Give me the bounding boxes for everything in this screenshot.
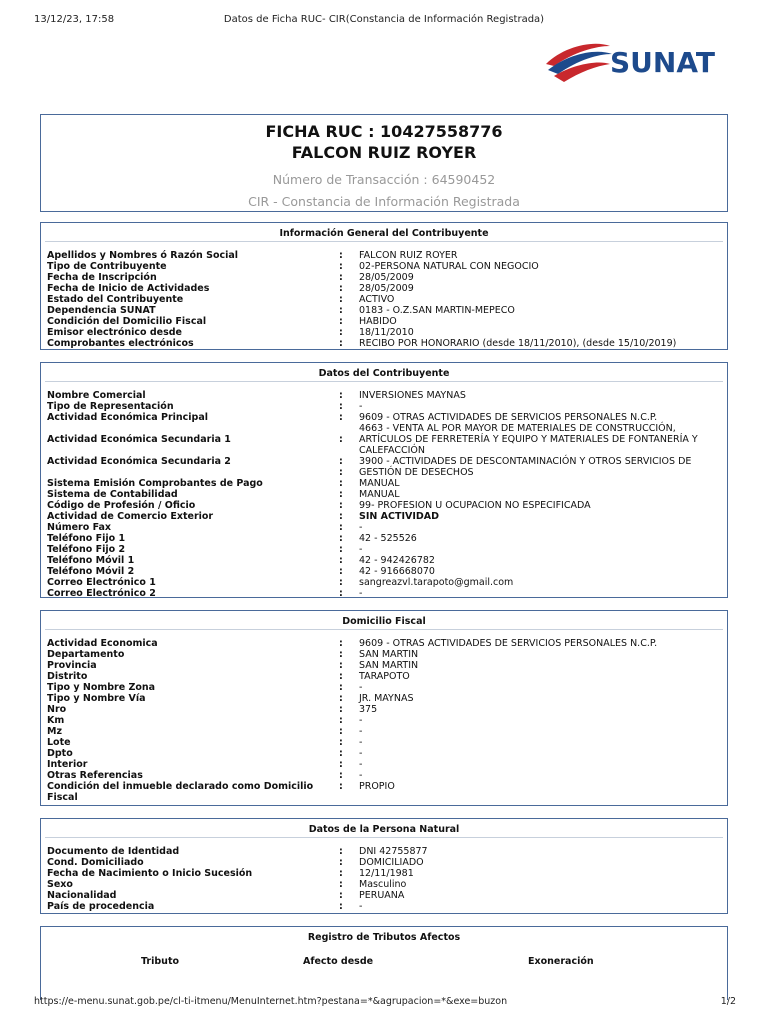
section-title: Información General del Contribuyente — [45, 228, 723, 242]
info-row — [47, 412, 721, 423]
field-separator — [339, 423, 359, 434]
transaction-number: Número de Transacción : 64590452 — [272, 172, 496, 187]
field-value: TARAPOTO — [359, 671, 410, 682]
info-row — [47, 770, 721, 781]
info-row — [47, 682, 721, 693]
field-value: MANUAL — [359, 489, 400, 500]
field-value: - — [359, 726, 363, 737]
info-row — [47, 555, 721, 566]
field-label: Actividad Económica Principal — [47, 412, 209, 423]
field-separator: : — [339, 660, 343, 671]
field-value: - — [359, 759, 363, 770]
field-value: SAN MARTIN — [359, 660, 419, 671]
field-label: Mz — [47, 726, 62, 737]
field-label: Tipo y Nombre Zona — [47, 682, 156, 693]
field-separator: : — [339, 715, 343, 726]
field-value: - — [359, 522, 363, 533]
field-value: - — [359, 401, 363, 412]
field-separator: : — [339, 489, 343, 500]
field-label: Teléfono Móvil 1 — [47, 555, 135, 566]
field-separator: : — [339, 781, 343, 792]
field-label — [47, 467, 339, 478]
field-label: Actividad Económica Secundaria 1 — [47, 434, 231, 445]
field-separator: : — [339, 682, 343, 693]
field-value: GESTIÓN DE DESECHOS — [359, 467, 474, 478]
field-value: - — [359, 770, 363, 781]
field-value: - — [359, 682, 363, 693]
info-row — [47, 467, 721, 478]
info-row — [47, 901, 721, 912]
info-row — [47, 737, 721, 748]
rows-domicilio — [41, 630, 727, 803]
ficha-ruc-title: FICHA RUC : 10427558776 — [265, 122, 503, 141]
info-row — [47, 327, 721, 338]
field-value: INVERSIONES MAYNAS — [359, 390, 466, 401]
info-row — [47, 511, 721, 522]
column-header-exoneracion: Exoneración — [528, 956, 594, 967]
field-value: - — [359, 901, 363, 912]
field-label: Otras Referencias — [47, 770, 143, 781]
field-label: Apellidos y Nombres ó Razón Social — [47, 250, 239, 261]
field-label: Nro — [47, 704, 67, 715]
field-value: - — [359, 715, 363, 726]
info-row — [47, 522, 721, 533]
section-title: Datos de la Persona Natural — [45, 824, 723, 838]
info-row — [47, 294, 721, 305]
rows-general — [41, 242, 727, 349]
info-row — [47, 638, 721, 649]
field-value: 42 - 916668070 — [359, 566, 435, 577]
section-tributos-afectos — [40, 926, 728, 1000]
field-value: - — [359, 748, 363, 759]
field-separator: : — [339, 305, 343, 316]
field-separator: : — [339, 638, 343, 649]
field-separator: : — [339, 555, 343, 566]
field-value: 99- PROFESION U OCUPACION NO ESPECIFICADA — [359, 500, 591, 511]
info-row — [47, 704, 721, 715]
info-row — [47, 478, 721, 489]
field-label: Sistema Emisión Comprobantes de Pago — [47, 478, 263, 489]
sunat-logo — [544, 36, 724, 86]
field-separator: : — [339, 649, 343, 660]
print-datetime: 13/12/23, 17:58 — [34, 14, 115, 25]
field-separator: : — [339, 456, 343, 467]
section-domicilio-fiscal — [40, 610, 728, 806]
field-separator: : — [339, 770, 343, 781]
section-persona-natural — [40, 818, 728, 914]
field-value: 4663 - VENTA AL POR MAYOR DE MATERIALES DE CONSTRUCCIÓN, — [359, 423, 676, 434]
field-value: 28/05/2009 — [359, 272, 414, 283]
info-row — [47, 401, 721, 412]
field-value: 9609 - OTRAS ACTIVIDADES DE SERVICIOS PERSONALES N.C.P. — [359, 412, 658, 423]
field-label: País de procedencia — [47, 901, 155, 912]
info-row — [47, 566, 721, 577]
field-label: Documento de Identidad — [47, 846, 180, 857]
info-row — [47, 250, 721, 261]
field-label: Provincia — [47, 660, 97, 671]
field-value: 12/11/1981 — [359, 868, 414, 879]
info-row — [47, 890, 721, 901]
ficha-header-box — [40, 114, 728, 212]
field-label: Fecha de Inscripción — [47, 272, 157, 283]
column-header-tributo: Tributo — [141, 956, 180, 967]
field-value: PERUANA — [359, 890, 405, 901]
field-value: 3900 - ACTIVIDADES DE DESCONTAMINACIÓN Y OTROS SERVICIOS DE — [359, 456, 692, 467]
field-value: JR. MAYNAS — [359, 693, 414, 704]
field-label: Correo Electrónico 1 — [47, 577, 156, 588]
field-separator: : — [339, 511, 343, 522]
section-title: Datos del Contribuyente — [45, 368, 723, 382]
field-value: - — [359, 544, 363, 555]
field-separator: : — [339, 857, 343, 868]
section-datos-contribuyente — [40, 362, 728, 598]
info-row — [47, 445, 721, 456]
field-separator: : — [339, 327, 343, 338]
logo-text: SUNAT — [610, 46, 715, 79]
print-url: https://e-menu.sunat.gob.pe/cl-ti-itmenu/MenuInternet.htm?pestana=*&agrupacion=*&exe=buzon — [34, 996, 508, 1007]
field-label: Teléfono Móvil 2 — [47, 566, 135, 577]
field-value: 0183 - O.Z.SAN MARTIN-MEPECO — [359, 305, 515, 316]
field-label: Tipo y Nombre Vía — [47, 693, 146, 704]
field-separator: : — [339, 588, 343, 599]
info-row — [47, 671, 721, 682]
field-separator: : — [339, 544, 343, 555]
info-row — [47, 792, 721, 803]
info-row — [47, 715, 721, 726]
info-row — [47, 748, 721, 759]
field-value — [359, 792, 721, 803]
field-label: Cond. Domiciliado — [47, 857, 144, 868]
field-label: Dpto — [47, 748, 73, 759]
info-row — [47, 693, 721, 704]
field-separator: : — [339, 261, 343, 272]
field-separator: : — [339, 748, 343, 759]
field-separator: : — [339, 671, 343, 682]
info-row — [47, 434, 721, 445]
field-value: FALCON RUIZ ROYER — [359, 250, 458, 261]
info-row — [47, 781, 721, 792]
field-value: sangreazvl.tarapoto@gmail.com — [359, 577, 514, 588]
info-row — [47, 759, 721, 770]
field-separator: : — [339, 726, 343, 737]
info-row — [47, 660, 721, 671]
field-value: MANUAL — [359, 478, 400, 489]
field-separator: : — [339, 868, 343, 879]
field-label: Teléfono Fijo 2 — [47, 544, 126, 555]
field-value: ACTIVO — [359, 294, 395, 305]
field-separator: : — [339, 250, 343, 261]
info-row — [47, 868, 721, 879]
field-separator: : — [339, 577, 343, 588]
field-label — [47, 423, 339, 434]
cir-subtitle: CIR - Constancia de Información Registrada — [248, 194, 520, 209]
info-row — [47, 577, 721, 588]
field-separator: : — [339, 901, 343, 912]
field-value: Masculino — [359, 879, 407, 890]
info-row — [47, 283, 721, 294]
field-label — [47, 445, 339, 456]
field-separator: : — [339, 467, 343, 478]
info-row — [47, 305, 721, 316]
rows-persona — [41, 838, 727, 912]
section-title: Domicilio Fiscal — [45, 616, 723, 630]
field-label: Fiscal — [47, 792, 78, 803]
info-row — [47, 261, 721, 272]
field-value: RECIBO POR HONORARIO (desde 18/11/2010), (desde 15/10/2019) — [359, 338, 677, 349]
field-separator: : — [339, 890, 343, 901]
field-separator: : — [339, 478, 343, 489]
field-separator: : — [339, 566, 343, 577]
field-label: Interior — [47, 759, 88, 770]
field-label: Actividad Económica Secundaria 2 — [47, 456, 231, 467]
field-value: 9609 - OTRAS ACTIVIDADES DE SERVICIOS PERSONALES N.C.P. — [359, 638, 658, 649]
field-separator: : — [339, 533, 343, 544]
field-label: Emisor electrónico desde — [47, 327, 182, 338]
field-label: Código de Profesión / Oficio — [47, 500, 196, 511]
field-value: DNI 42755877 — [359, 846, 428, 857]
field-label: Nacionalidad — [47, 890, 117, 901]
info-row — [47, 533, 721, 544]
info-row — [47, 726, 721, 737]
field-label: Distrito — [47, 671, 88, 682]
field-separator: : — [339, 390, 343, 401]
field-value: SAN MARTIN — [359, 649, 419, 660]
field-label: Actividad de Comercio Exterior — [47, 511, 214, 522]
info-row — [47, 588, 721, 599]
field-value: 02-PERSONA NATURAL CON NEGOCIO — [359, 261, 539, 272]
contribuyente-name: FALCON RUIZ ROYER — [291, 143, 477, 162]
info-row — [47, 846, 721, 857]
field-separator: : — [339, 338, 343, 349]
field-label: Fecha de Inicio de Actividades — [47, 283, 210, 294]
field-separator: : — [339, 316, 343, 327]
field-separator — [339, 445, 359, 456]
field-label: Correo Electrónico 2 — [47, 588, 156, 599]
print-header — [0, 14, 768, 30]
field-separator: : — [339, 704, 343, 715]
rows-datos — [41, 382, 727, 599]
info-row — [47, 500, 721, 511]
info-row — [47, 489, 721, 500]
info-row — [47, 423, 721, 434]
field-value: SIN ACTIVIDAD — [359, 511, 439, 522]
field-label: Nombre Comercial — [47, 390, 146, 401]
field-label: Sexo — [47, 879, 73, 890]
field-label: Tipo de Representación — [47, 401, 174, 412]
field-value: DOMICILIADO — [359, 857, 424, 868]
field-label: Sistema de Contabilidad — [47, 489, 178, 500]
field-label: Dependencia SUNAT — [47, 305, 156, 316]
section-informacion-general — [40, 222, 728, 350]
field-value: PROPIO — [359, 781, 395, 792]
field-label: Fecha de Nacimiento o Inicio Sucesión — [47, 868, 253, 879]
field-separator: : — [339, 294, 343, 305]
field-separator: : — [339, 401, 343, 412]
field-label: Km — [47, 715, 65, 726]
info-row — [47, 544, 721, 555]
section-title: Registro de Tributos Afectos — [307, 932, 461, 943]
field-value: 375 — [359, 704, 378, 715]
field-value: CALEFACCIÓN — [359, 445, 426, 456]
field-label: Condición del inmueble declarado como Domicilio — [47, 781, 314, 792]
field-separator: : — [339, 693, 343, 704]
field-separator: : — [339, 283, 343, 294]
field-value: - — [359, 588, 363, 599]
field-label: Número Fax — [47, 522, 112, 533]
field-separator: : — [339, 522, 343, 533]
field-label: Lote — [47, 737, 71, 748]
info-row — [47, 857, 721, 868]
field-value: 28/05/2009 — [359, 283, 414, 294]
info-row — [47, 456, 721, 467]
info-row — [47, 272, 721, 283]
field-separator: : — [339, 846, 343, 857]
field-label: Tipo de Contribuyente — [47, 261, 167, 272]
field-value: 18/11/2010 — [359, 327, 414, 338]
field-label: Comprobantes electrónicos — [47, 338, 194, 349]
field-label: Actividad Economica — [47, 638, 158, 649]
info-row — [47, 879, 721, 890]
info-row — [47, 649, 721, 660]
field-value: 42 - 942426782 — [359, 555, 435, 566]
info-row — [47, 338, 721, 349]
field-separator: : — [339, 272, 343, 283]
field-separator: : — [339, 759, 343, 770]
field-label: Departamento — [47, 649, 125, 660]
field-separator — [339, 792, 359, 803]
field-separator: : — [339, 879, 343, 890]
field-label: Estado del Contribuyente — [47, 294, 184, 305]
print-document-title: Datos de Ficha RUC- CIR(Constancia de Información Registrada) — [223, 14, 545, 25]
field-value: ARTÍCULOS DE FERRETERÍA Y EQUIPO Y MATERIALES DE FONTANERÍA Y — [359, 434, 698, 445]
field-separator: : — [339, 434, 343, 445]
field-value: - — [359, 737, 363, 748]
page-number: 1/2 — [720, 996, 736, 1007]
field-label: Teléfono Fijo 1 — [47, 533, 126, 544]
field-separator: : — [339, 737, 343, 748]
info-row — [47, 390, 721, 401]
field-value: 42 - 525526 — [359, 533, 417, 544]
tributos-column-headers — [41, 956, 727, 970]
column-header-afecto-desde: Afecto desde — [303, 956, 374, 967]
field-separator: : — [339, 412, 343, 423]
field-separator: : — [339, 500, 343, 511]
field-label: Condición del Domicilio Fiscal — [47, 316, 207, 327]
field-value: HABIDO — [359, 316, 397, 327]
info-row — [47, 316, 721, 327]
